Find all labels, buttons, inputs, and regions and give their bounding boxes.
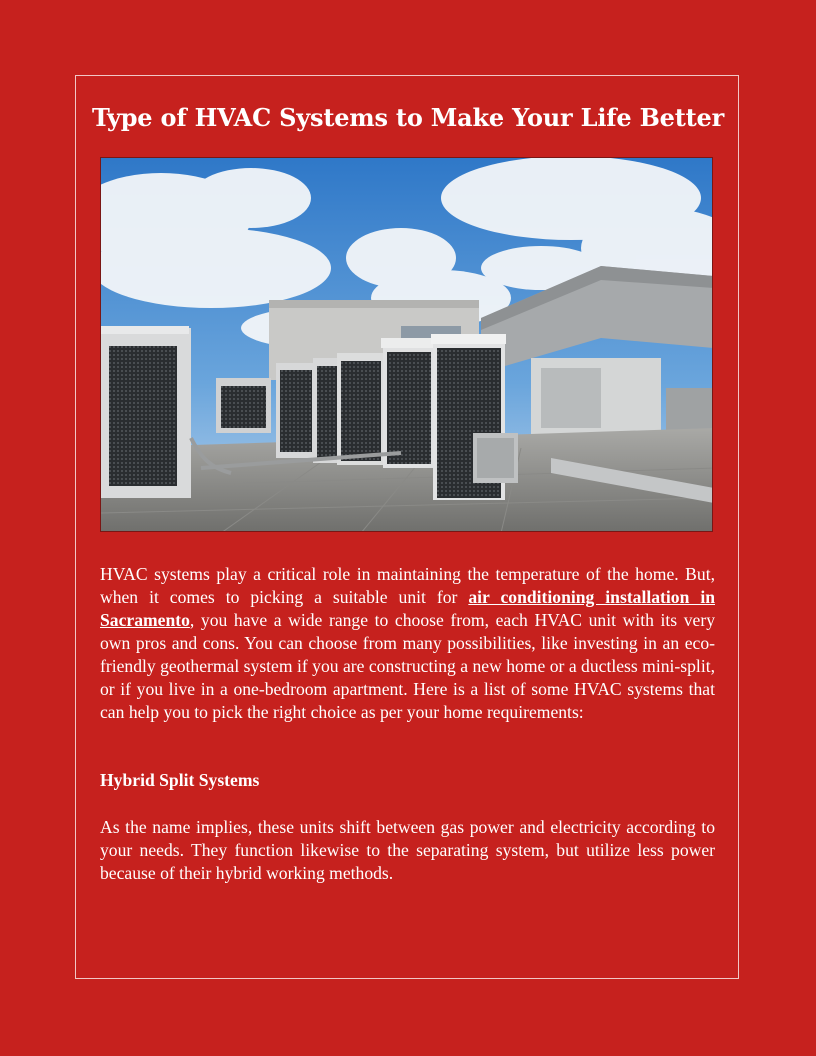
hvac-rooftop-photo: [100, 157, 713, 532]
section-paragraph: As the name implies, these units shift between gas power and electricity according to your needs. They function likewise to the separating system, but utilize less power because of their hybrid working methods.: [100, 817, 715, 883]
intro-text-after-link: , you have a wide range to choose from, each HVAC unit with its very own pros and cons. You can choose from many possibilities, like investing in an eco-friendly geothermal system if you are constructing a new home or a ductless mini-split, or if you live in a one-bedroom apartment. Here is a list of some HVAC systems that can help you to pick the right choice as per your home requirements:: [100, 610, 715, 722]
intro-paragraph: [100, 563, 715, 724]
intro-text-before-link: HVAC systems play a critical role in maintaining the temperature of the home. But, when it comes to picking a suitable unit for: [100, 564, 715, 607]
section-heading: Hybrid Split Systems: [100, 770, 260, 790]
document-title: Type of HVAC Systems to Make Your Life Better: [91, 103, 725, 132]
ac-installation-sacramento-link[interactable]: air conditioning installation in Sacramento: [100, 587, 716, 630]
